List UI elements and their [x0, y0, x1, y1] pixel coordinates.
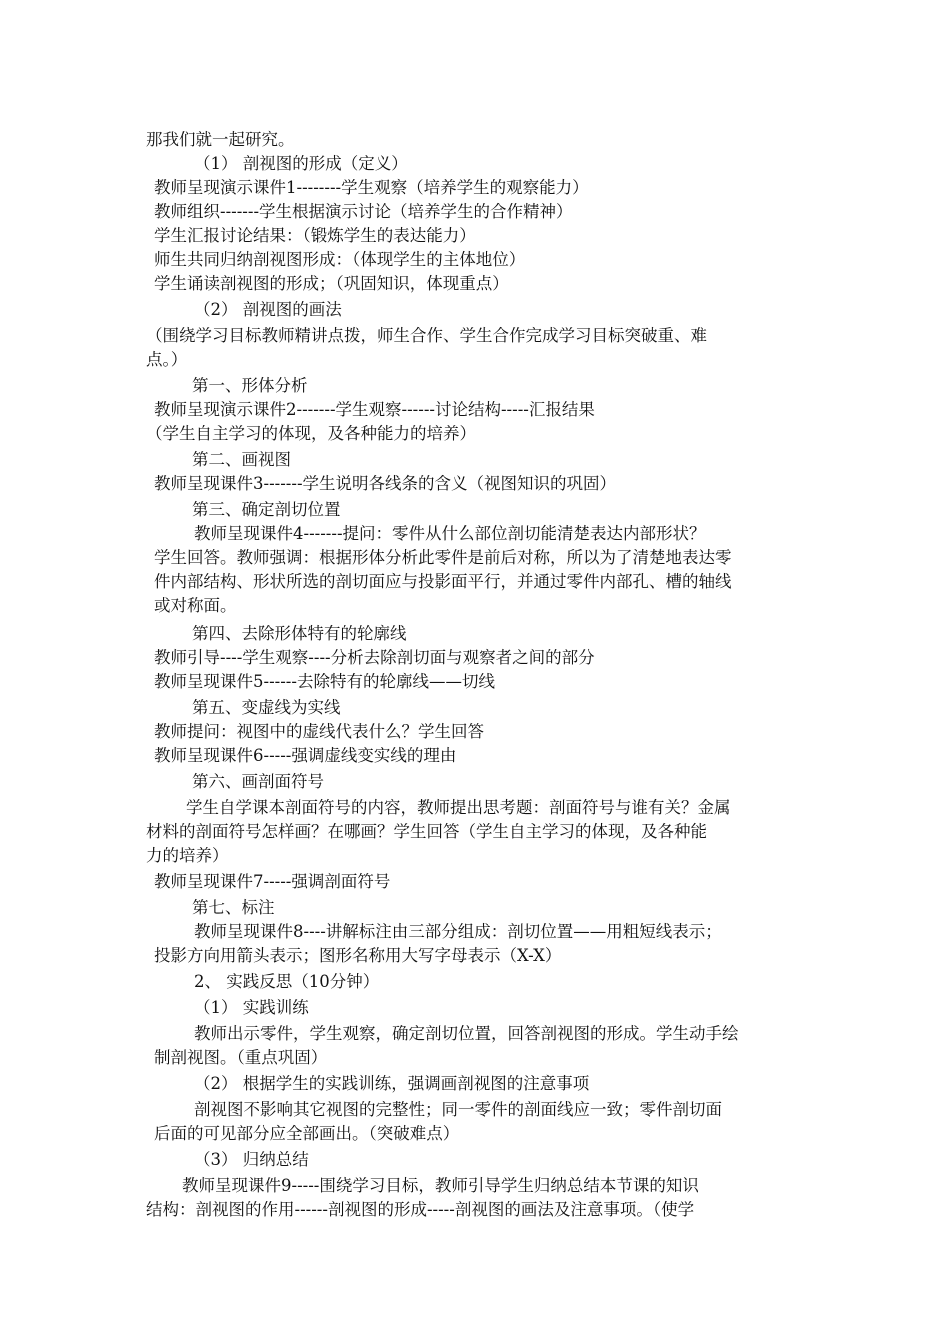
text-line: 学生诵读剖视图的形成；（巩固知识，体现重点）	[154, 274, 509, 293]
text-line: 教师呈现演示课件1--------学生观察（培养学生的观察能力）	[154, 178, 589, 197]
step-heading: 第六、画剖面符号	[192, 772, 324, 791]
section-heading: 2、 实践反思（10分钟）	[194, 972, 380, 991]
text-line: 或对称面。	[154, 596, 237, 615]
text-line: 教师呈现课件9-----围绕学习目标，教师引导学生归纳总结本节课的知识	[182, 1176, 699, 1195]
step-heading: 第三、确定剖切位置	[192, 500, 341, 519]
step-heading: 第七、标注	[192, 898, 275, 917]
text-line: 件内部结构、形状所选的剖切面应与投影面平行，并通过零件内部孔、槽的轴线	[154, 572, 732, 591]
text-line: 教师呈现课件5------去除特有的轮廓线——切线	[154, 672, 495, 691]
text-line: 教师呈现课件8----讲解标注由三部分组成：剖切位置——用粗短线表示；	[194, 922, 722, 941]
text-line: （学生自主学习的体现，及各种能力的培养）	[146, 424, 476, 443]
text-line: 教师呈现课件4-------提问：零件从什么部位剖切能清楚表达内部形状？	[194, 524, 706, 543]
text-line: 教师呈现演示课件2-------学生观察------讨论结构-----汇报结果	[154, 400, 595, 419]
text-line: 结构：剖视图的作用------剖视图的形成-----剖视图的画法及注意事项。（使学	[146, 1200, 695, 1219]
text-line: 点。）	[146, 350, 188, 369]
text-line: 教师组织-------学生根据演示讨论（培养学生的合作精神）	[154, 202, 573, 221]
text-line: 教师出示零件，学生观察，确定剖切位置，回答剖视图的形成。学生动手绘	[194, 1024, 739, 1043]
section-heading: （2） 剖视图的画法	[194, 300, 342, 319]
section-heading: （1） 实践训练	[194, 998, 309, 1017]
step-heading: 第四、去除形体特有的轮廓线	[192, 624, 407, 643]
section-heading: （1） 剖视图的形成（定义）	[194, 154, 408, 173]
text-line: 力的培养）	[146, 846, 229, 865]
text-line: 后面的可见部分应全部画出。（突破难点）	[154, 1124, 460, 1143]
section-heading: （3） 归纳总结	[194, 1150, 309, 1169]
step-heading: 第二、画视图	[192, 450, 291, 469]
text-line: 投影方向用箭头表示；图形名称用大写字母表示（X-X）	[154, 946, 562, 965]
text-line: （围绕学习目标教师精讲点拨，师生合作、学生合作完成学习目标突破重、难	[146, 326, 707, 345]
text-line: 学生汇报讨论结果：（锻炼学生的表达能力）	[154, 226, 476, 245]
step-heading: 第一、形体分析	[192, 376, 308, 395]
text-line: 那我们就一起研究。	[146, 130, 295, 149]
text-line: 材料的剖面符号怎样画？在哪画？学生回答（学生自主学习的体现，及各种能	[146, 822, 707, 841]
text-line: 学生自学课本剖面符号的内容，教师提出思考题：剖面符号与谁有关？金属	[186, 798, 731, 817]
text-line: 教师引导----学生观察----分析去除剖切面与观察者之间的部分	[154, 648, 595, 667]
text-line: 师生共同归纳剖视图形成：（体现学生的主体地位）	[154, 250, 526, 269]
text-line: 制剖视图。（重点巩固）	[154, 1048, 328, 1067]
text-line: 教师提问：视图中的虚线代表什么？学生回答	[154, 722, 484, 741]
text-line: 剖视图不影响其它视图的完整性；同一零件的剖面线应一致；零件剖切面	[194, 1100, 722, 1119]
text-line: 教师呈现课件3-------学生说明各线条的含义（视图知识的巩固）	[154, 474, 617, 493]
section-heading: （2） 根据学生的实践训练，强调画剖视图的注意事项	[194, 1074, 590, 1093]
text-line: 教师呈现课件6-----强调虚线变实线的理由	[154, 746, 457, 765]
text-line: 教师呈现课件7-----强调剖面符号	[154, 872, 391, 891]
step-heading: 第五、变虚线为实线	[192, 698, 341, 717]
text-line: 学生回答。教师强调：根据形体分析此零件是前后对称，所以为了清楚地表达零	[154, 548, 732, 567]
